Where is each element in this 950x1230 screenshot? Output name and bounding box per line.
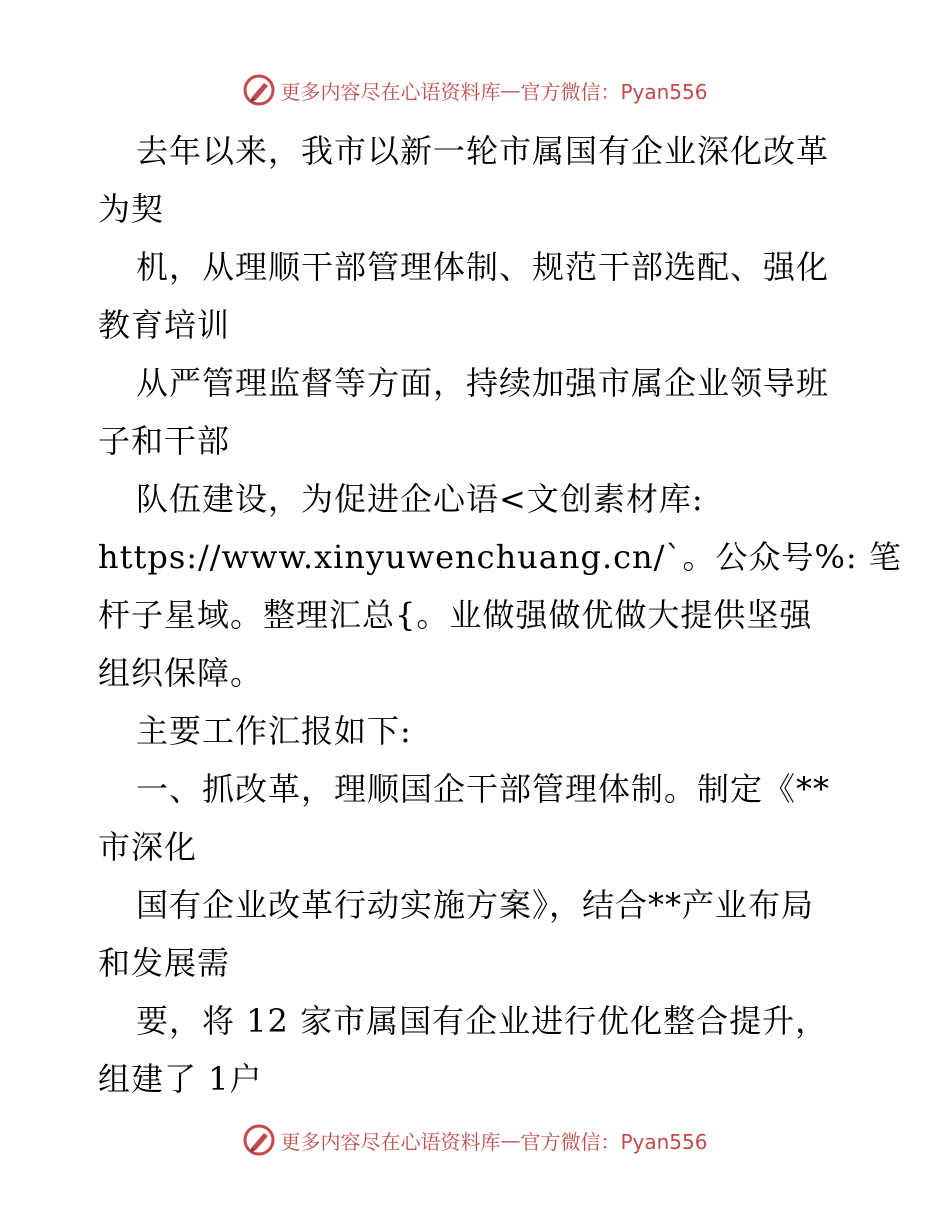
text-line: 为契 <box>98 190 165 228</box>
text-line: 主要工作汇报如下: <box>136 712 412 750</box>
pen-logo-icon <box>242 1123 276 1157</box>
text-line: 机，从理顺干部管理体制、规范干部选配、强化 <box>136 248 830 286</box>
text-line: 组建了 1户 <box>98 1060 263 1098</box>
text-line: https://www.xinyuwenchuang.cn/`。公众号%: 笔 <box>98 538 902 576</box>
text-line: 子和干部 <box>98 422 231 460</box>
text-line: 和发展需 <box>98 944 231 982</box>
header-watermark <box>0 70 950 110</box>
footer-watermark <box>0 1120 950 1160</box>
text-line: 组织保障。 <box>98 654 264 692</box>
text-line: 从严管理监督等方面，持续加强市属企业领导班 <box>136 364 830 402</box>
text-line: 杆子星域。整理汇总{。业做强做优做大提供坚强 <box>98 596 813 634</box>
text-line: 要，将 12 家市属国有企业进行优化整合提升， <box>136 1002 829 1040</box>
watermark-main-text: 更多内容尽在心语资料库 <box>280 1129 501 1154</box>
text-line: 国有企业改革行动实施方案》，结合**产业布局 <box>136 886 815 924</box>
watermark-side-text: 官方微信：Pyan556 <box>520 1129 708 1154</box>
text-line: 队伍建设，为促进企心语<文创素材库: <box>136 480 704 518</box>
watermark-dash: — <box>500 78 521 102</box>
watermark-main-text: 更多内容尽在心语资料库 <box>280 79 501 104</box>
text-line: 教育培训 <box>98 306 231 344</box>
watermark-dash: — <box>500 1128 521 1152</box>
document-body <box>98 122 902 1108</box>
text-line: 市深化 <box>98 828 198 866</box>
watermark-side-text: 官方微信：Pyan556 <box>520 79 708 104</box>
text-line: 一、抓改革，理顺国企干部管理体制。制定《** <box>136 770 831 808</box>
pen-logo-icon <box>242 73 276 107</box>
text-line: 去年以来，我市以新一轮市属国有企业深化改革 <box>136 132 830 170</box>
